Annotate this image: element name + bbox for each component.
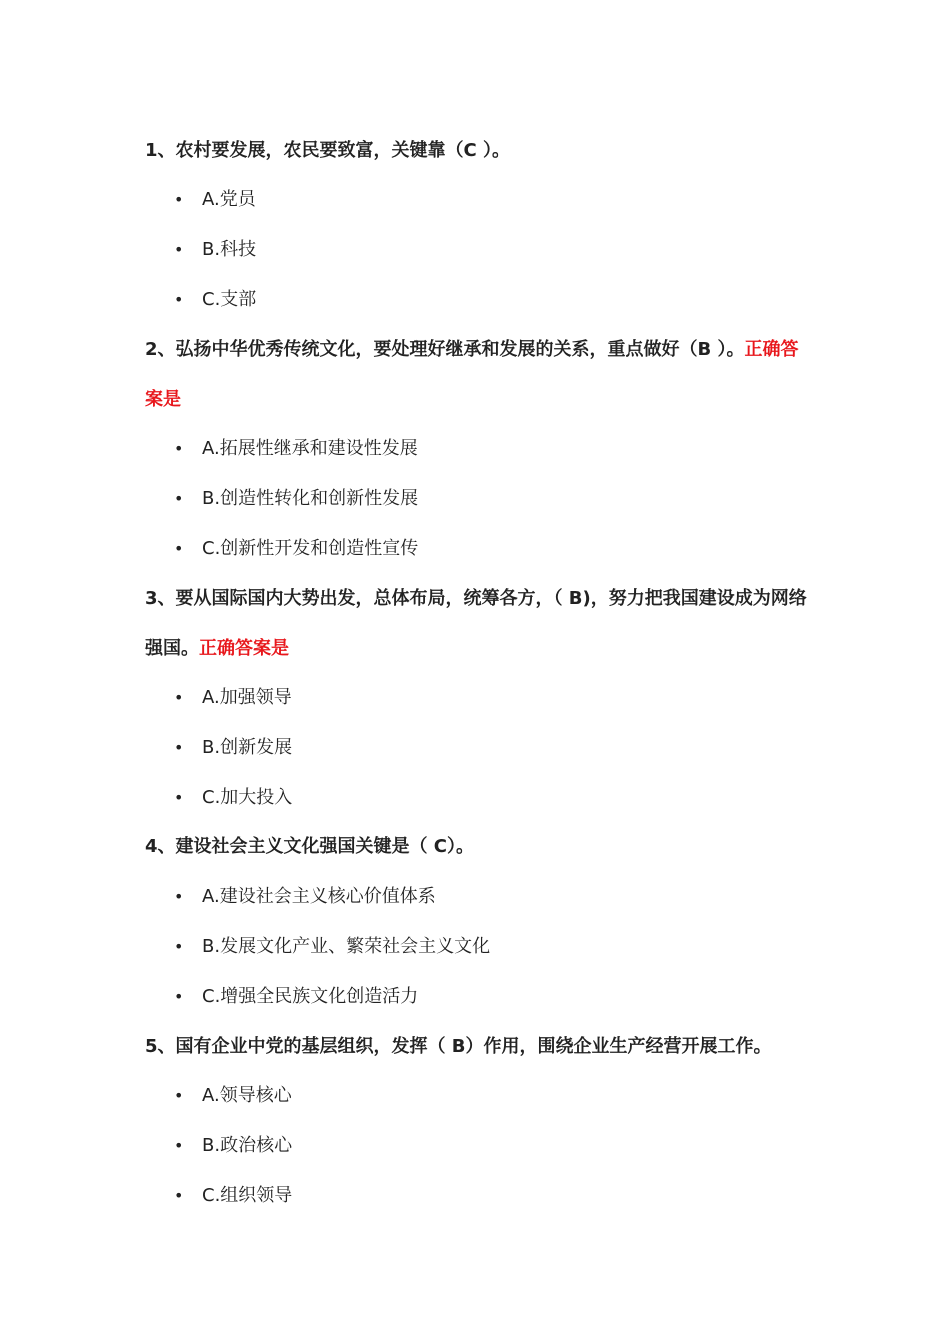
- option-text: B.发展文化产业、繁荣社会主义文化: [202, 936, 491, 957]
- option-text: C.增强全民族文化创造活力: [202, 986, 419, 1007]
- question-3: [145, 574, 815, 674]
- question-2-text: 2、弘扬中华优秀传统文化，要处理好继承和发展的关系，重点做好（B ）。: [145, 339, 745, 360]
- question-2-option-a: [174, 424, 418, 474]
- bullet: •: [174, 688, 184, 707]
- bullet: •: [174, 240, 184, 259]
- question-1: [145, 126, 815, 176]
- option-text: B.创造性转化和创新性发展: [202, 488, 419, 509]
- bullet: •: [174, 738, 184, 757]
- bullet: •: [174, 439, 184, 458]
- bullet: •: [174, 190, 184, 209]
- option-text: A.加强领导: [202, 687, 292, 708]
- question-5-text: 5、国有企业中党的基层组织，发挥（ B）作用，围绕企业生产经营开展工作。: [145, 1036, 772, 1057]
- bullet: •: [174, 1086, 184, 1105]
- question-1-option-c: [174, 275, 256, 325]
- question-2: [145, 325, 815, 425]
- bullet: •: [174, 937, 184, 956]
- question-4: [145, 822, 815, 872]
- question-3-option-a: [174, 673, 292, 723]
- option-text: A.建设社会主义核心价值体系: [202, 886, 436, 907]
- bullet: •: [174, 887, 184, 906]
- bullet: •: [174, 987, 184, 1006]
- question-3-text: 3、要从国际国内大势出发，总体布局，统筹各方，（ B)，努力把我国建设成为网络强国。: [145, 588, 807, 659]
- answer-note: 正确答案是: [199, 638, 289, 659]
- question-1-option-a: [174, 175, 256, 225]
- option-text: A.拓展性继承和建设性发展: [202, 438, 418, 459]
- question-3-option-b: [174, 723, 292, 773]
- question-3-option-c: [174, 773, 292, 823]
- bullet: •: [174, 539, 184, 558]
- question-4-option-a: [174, 872, 436, 922]
- question-4-text: 4、建设社会主义文化强国关键是（ C）。: [145, 836, 474, 857]
- question-5: [145, 1022, 815, 1072]
- question-2-option-c: [174, 524, 418, 574]
- option-text: C.组织领导: [202, 1185, 293, 1206]
- option-text: B.科技: [202, 239, 257, 260]
- question-4-option-c: [174, 972, 418, 1022]
- question-2-option-b: [174, 474, 418, 524]
- bullet: •: [174, 489, 184, 508]
- option-text: C.创新性开发和创造性宣传: [202, 538, 419, 559]
- option-text: C.支部: [202, 289, 257, 310]
- bullet: •: [174, 788, 184, 807]
- question-4-option-b: [174, 922, 490, 972]
- bullet: •: [174, 1186, 184, 1205]
- option-text: C.加大投入: [202, 787, 293, 808]
- question-5-option-a: [174, 1071, 292, 1121]
- bullet: •: [174, 290, 184, 309]
- option-text: B.创新发展: [202, 737, 293, 758]
- question-5-option-c: [174, 1171, 292, 1221]
- question-5-option-b: [174, 1121, 292, 1171]
- question-1-text: 1、农村要发展，农民要致富，关键靠（C ）。: [145, 140, 510, 161]
- bullet: •: [174, 1136, 184, 1155]
- option-text: A.领导核心: [202, 1085, 292, 1106]
- question-1-option-b: [174, 225, 256, 275]
- option-text: B.政治核心: [202, 1135, 293, 1156]
- option-text: A.党员: [202, 189, 256, 210]
- answer-note: 正确答案是: [145, 339, 799, 410]
